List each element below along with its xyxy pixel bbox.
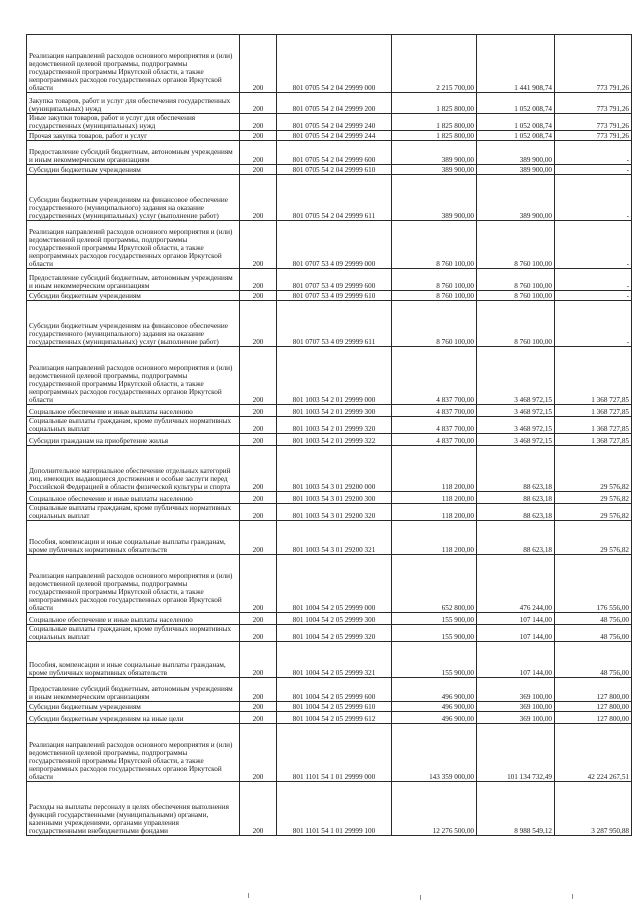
item-name-cell: Социальные выплаты гражданам, кроме публичных нормативных социальных выплат	[27, 417, 240, 434]
executed-amount-cell: 389 900,00	[477, 165, 555, 175]
budget-class-code-cell: 801 0705 54 2 04 29999 600	[277, 141, 392, 165]
remaining-amount-cell: 48 756,00	[555, 642, 632, 678]
line-code-cell: 200	[240, 678, 277, 702]
table-body	[27, 35, 632, 836]
item-name-cell: Прочая закупка товаров, работ и услуг	[27, 131, 240, 141]
table-row	[27, 521, 632, 555]
table-row	[27, 405, 632, 417]
line-code-cell: 200	[240, 642, 277, 678]
approved-amount-cell: 4 837 700,00	[392, 434, 477, 446]
executed-amount-cell: 8 760 100,00	[477, 269, 555, 291]
approved-amount-cell: 496 900,00	[392, 678, 477, 702]
executed-amount-cell: 88 623,18	[477, 446, 555, 492]
remaining-amount-cell: -	[555, 291, 632, 301]
remaining-amount-cell: 1 368 727,85	[555, 417, 632, 434]
budget-class-code-cell: 801 1003 54 2 01 29999 320	[277, 417, 392, 434]
line-code-cell: 200	[240, 625, 277, 642]
table-row	[27, 165, 632, 175]
executed-amount-cell: 8 760 100,00	[477, 291, 555, 301]
remaining-amount-cell: 127 800,00	[555, 702, 632, 712]
approved-amount-cell: 496 900,00	[392, 712, 477, 724]
table-row	[27, 35, 632, 93]
remaining-amount-cell: -	[555, 175, 632, 221]
executed-amount-cell: 389 900,00	[477, 141, 555, 165]
remaining-amount-cell: -	[555, 221, 632, 269]
approved-amount-cell: 155 900,00	[392, 613, 477, 625]
approved-amount-cell: 8 760 100,00	[392, 291, 477, 301]
remaining-amount-cell: 773 791,26	[555, 114, 632, 131]
executed-amount-cell: 1 052 008,74	[477, 93, 555, 114]
table-row	[27, 114, 632, 131]
line-code-cell: 200	[240, 405, 277, 417]
approved-amount-cell: 496 900,00	[392, 702, 477, 712]
item-name-cell: Реализация направлений расходов основного мероприятия и (или) ведомственной целевой программы, подпрограммы государственной программы Иркутской области, а также непрограммных расходов государственных органов Иркутской области	[27, 555, 240, 613]
item-name-cell: Социальное обеспечение и иные выплаты населению	[27, 613, 240, 625]
approved-amount-cell: 1 825 800,00	[392, 131, 477, 141]
approved-amount-cell: 118 200,00	[392, 446, 477, 492]
remaining-amount-cell: 42 224 267,51	[555, 724, 632, 782]
budget-class-code-cell: 801 0705 54 2 04 29999 200	[277, 93, 392, 114]
budget-class-code-cell: 801 1003 54 3 01 29200 300	[277, 492, 392, 504]
item-name-cell: Закупка товаров, работ и услуг для обеспечения государственных (муниципальных) нужд	[27, 93, 240, 114]
item-name-cell: Предоставление субсидий бюджетным, автономным учреждениям и иным некоммерческим организациям	[27, 678, 240, 702]
item-name-cell: Реализация направлений расходов основного мероприятия и (или) ведомственной целевой программы, подпрограммы государственной программы Иркутской области, а также непрограммных расходов государственных органов Иркутской области	[27, 221, 240, 269]
executed-amount-cell: 3 468 972,15	[477, 434, 555, 446]
item-name-cell: Реализация направлений расходов основного мероприятия и (или) ведомственной целевой программы, подпрограммы государственной программы Иркутской области, а также непрограммных расходов государственных органов Иркутской области	[27, 724, 240, 782]
executed-amount-cell: 1 441 908,74	[477, 35, 555, 93]
approved-amount-cell: 155 900,00	[392, 642, 477, 678]
budget-class-code-cell: 801 1003 54 3 01 29200 321	[277, 521, 392, 555]
remaining-amount-cell: -	[555, 141, 632, 165]
budget-class-code-cell: 801 1004 54 2 05 29999 320	[277, 625, 392, 642]
scan-mark	[420, 895, 421, 900]
executed-amount-cell: 101 134 732,49	[477, 724, 555, 782]
item-name-cell: Предоставление субсидий бюджетным, автономным учреждениям и иным некоммерческим организациям	[27, 141, 240, 165]
remaining-amount-cell: 127 800,00	[555, 678, 632, 702]
table-row	[27, 642, 632, 678]
remaining-amount-cell: 29 576,82	[555, 446, 632, 492]
table-row	[27, 492, 632, 504]
line-code-cell: 200	[240, 492, 277, 504]
remaining-amount-cell: 48 756,00	[555, 613, 632, 625]
table-row	[27, 434, 632, 446]
budget-class-code-cell: 801 0707 53 4 09 29999 000	[277, 221, 392, 269]
line-code-cell: 200	[240, 613, 277, 625]
line-code-cell: 200	[240, 221, 277, 269]
approved-amount-cell: 1 825 800,00	[392, 93, 477, 114]
executed-amount-cell: 369 100,00	[477, 712, 555, 724]
approved-amount-cell: 118 200,00	[392, 521, 477, 555]
item-name-cell: Пособия, компенсации и иные социальные выплаты гражданам, кроме публичных нормативных обязательств	[27, 521, 240, 555]
line-code-cell: 200	[240, 141, 277, 165]
remaining-amount-cell: 127 800,00	[555, 712, 632, 724]
line-code-cell: 200	[240, 291, 277, 301]
budget-class-code-cell: 801 0705 54 2 04 29999 240	[277, 114, 392, 131]
table-row	[27, 702, 632, 712]
item-name-cell: Расходы на выплаты персоналу в целях обеспечения выполнения функций государственными (муниципальными) органами, казенными учреждениями, органами управления государственными внебюджетными фондами	[27, 782, 240, 836]
approved-amount-cell: 143 359 000,00	[392, 724, 477, 782]
table-row	[27, 724, 632, 782]
item-name-cell: Субсидии бюджетным учреждениям на финансовое обеспечение государственного (муниципального) задания на оказание государственных (муниципальных) услуг (выполнение работ)	[27, 175, 240, 221]
approved-amount-cell: 652 800,00	[392, 555, 477, 613]
approved-amount-cell: 8 760 100,00	[392, 301, 477, 347]
remaining-amount-cell: 773 791,26	[555, 93, 632, 114]
executed-amount-cell: 389 900,00	[477, 175, 555, 221]
table-row	[27, 712, 632, 724]
budget-class-code-cell: 801 1004 54 2 05 29999 610	[277, 702, 392, 712]
line-code-cell: 200	[240, 724, 277, 782]
budget-class-code-cell: 801 1004 54 2 05 29999 600	[277, 678, 392, 702]
executed-amount-cell: 88 623,18	[477, 521, 555, 555]
line-code-cell: 200	[240, 269, 277, 291]
budget-class-code-cell: 801 1004 54 2 05 29999 612	[277, 712, 392, 724]
budget-class-code-cell: 801 0705 54 2 04 29999 244	[277, 131, 392, 141]
remaining-amount-cell: 48 756,00	[555, 625, 632, 642]
executed-amount-cell: 3 468 972,15	[477, 417, 555, 434]
line-code-cell: 200	[240, 131, 277, 141]
line-code-cell: 200	[240, 555, 277, 613]
item-name-cell: Предоставление субсидий бюджетным, автономным учреждениям и иным некоммерческим организациям	[27, 269, 240, 291]
item-name-cell: Социальное обеспечение и иные выплаты населению	[27, 492, 240, 504]
budget-class-code-cell: 801 1003 54 2 01 29999 322	[277, 434, 392, 446]
executed-amount-cell: 476 244,00	[477, 555, 555, 613]
item-name-cell: Субсидии бюджетным учреждениям	[27, 165, 240, 175]
budget-class-code-cell: 801 1004 54 2 05 29999 000	[277, 555, 392, 613]
scan-mark	[572, 894, 573, 899]
approved-amount-cell: 4 837 700,00	[392, 417, 477, 434]
budget-class-code-cell: 801 1003 54 3 01 29200 320	[277, 504, 392, 521]
remaining-amount-cell: 3 287 950,88	[555, 782, 632, 836]
item-name-cell: Субсидии бюджетным учреждениям на финансовое обеспечение государственного (муниципального) задания на оказание государственных (муниципальных) услуг (выполнение работ)	[27, 301, 240, 347]
item-name-cell: Реализация направлений расходов основного мероприятия и (или) ведомственной целевой программы, подпрограммы государственной программы Иркутской области, а также непрограммных расходов государственных органов Иркутской области	[27, 35, 240, 93]
budget-class-code-cell: 801 1101 54 1 01 29999 100	[277, 782, 392, 836]
budget-class-code-cell: 801 0707 53 4 09 29999 611	[277, 301, 392, 347]
item-name-cell: Социальное обеспечение и иные выплаты населению	[27, 405, 240, 417]
executed-amount-cell: 88 623,18	[477, 492, 555, 504]
approved-amount-cell: 4 837 700,00	[392, 347, 477, 405]
table-row	[27, 175, 632, 221]
budget-class-code-cell: 801 1003 54 3 01 29200 000	[277, 446, 392, 492]
table-row	[27, 301, 632, 347]
approved-amount-cell: 12 276 500,00	[392, 782, 477, 836]
approved-amount-cell: 389 900,00	[392, 175, 477, 221]
line-code-cell: 200	[240, 347, 277, 405]
table-row	[27, 221, 632, 269]
executed-amount-cell: 107 144,00	[477, 642, 555, 678]
item-name-cell: Пособия, компенсации и иные социальные выплаты гражданам, кроме публичных нормативных обязательств	[27, 642, 240, 678]
line-code-cell: 200	[240, 712, 277, 724]
item-name-cell: Субсидии бюджетным учреждениям	[27, 702, 240, 712]
approved-amount-cell: 389 900,00	[392, 165, 477, 175]
executed-amount-cell: 3 468 972,15	[477, 405, 555, 417]
remaining-amount-cell: -	[555, 301, 632, 347]
executed-amount-cell: 8 760 100,00	[477, 221, 555, 269]
item-name-cell: Реализация направлений расходов основного мероприятия и (или) ведомственной целевой программы, подпрограммы государственной программы Иркутской области, а также непрограммных расходов государственных органов Иркутской области	[27, 347, 240, 405]
table-row	[27, 678, 632, 702]
line-code-cell: 200	[240, 114, 277, 131]
executed-amount-cell: 3 468 972,15	[477, 347, 555, 405]
budget-class-code-cell: 801 1101 54 1 01 29999 000	[277, 724, 392, 782]
budget-class-code-cell: 801 1003 54 2 01 29999 300	[277, 405, 392, 417]
item-name-cell: Социальные выплаты гражданам, кроме публичных нормативных социальных выплат	[27, 625, 240, 642]
approved-amount-cell: 118 200,00	[392, 492, 477, 504]
remaining-amount-cell: 29 576,82	[555, 492, 632, 504]
approved-amount-cell: 389 900,00	[392, 141, 477, 165]
approved-amount-cell: 4 837 700,00	[392, 405, 477, 417]
table-row	[27, 613, 632, 625]
budget-execution-table	[26, 34, 632, 836]
budget-class-code-cell: 801 0707 53 4 09 29999 610	[277, 291, 392, 301]
table-row	[27, 625, 632, 642]
budget-class-code-cell: 801 1003 54 2 01 29999 000	[277, 347, 392, 405]
executed-amount-cell: 8 760 100,00	[477, 301, 555, 347]
budget-class-code-cell: 801 1004 54 2 05 29999 300	[277, 613, 392, 625]
table-row	[27, 141, 632, 165]
line-code-cell: 200	[240, 301, 277, 347]
line-code-cell: 200	[240, 35, 277, 93]
table-row	[27, 417, 632, 434]
remaining-amount-cell: 1 368 727,85	[555, 405, 632, 417]
budget-class-code-cell: 801 0705 54 2 04 29999 610	[277, 165, 392, 175]
table-row	[27, 782, 632, 836]
line-code-cell: 200	[240, 521, 277, 555]
approved-amount-cell: 8 760 100,00	[392, 221, 477, 269]
budget-class-code-cell: 801 0707 53 4 09 29999 600	[277, 269, 392, 291]
remaining-amount-cell: 29 576,82	[555, 521, 632, 555]
budget-class-code-cell: 801 1004 54 2 05 29999 321	[277, 642, 392, 678]
executed-amount-cell: 369 100,00	[477, 678, 555, 702]
table-row	[27, 347, 632, 405]
table-row	[27, 555, 632, 613]
budget-class-code-cell: 801 0705 54 2 04 29999 611	[277, 175, 392, 221]
executed-amount-cell: 107 144,00	[477, 613, 555, 625]
item-name-cell: Дополнительное материальное обеспечение отдельных категорий лиц, имеющих выдающиеся достижения и особые заслуги перед Российской Федерацией в области физической культуры и спорта	[27, 446, 240, 492]
table-row	[27, 291, 632, 301]
line-code-cell: 200	[240, 782, 277, 836]
line-code-cell: 200	[240, 446, 277, 492]
item-name-cell: Социальные выплаты гражданам, кроме публичных нормативных социальных выплат	[27, 504, 240, 521]
executed-amount-cell: 88 623,18	[477, 504, 555, 521]
table-row	[27, 446, 632, 492]
line-code-cell: 200	[240, 702, 277, 712]
executed-amount-cell: 369 100,00	[477, 702, 555, 712]
remaining-amount-cell: -	[555, 165, 632, 175]
executed-amount-cell: 1 052 008,74	[477, 114, 555, 131]
scan-mark	[248, 893, 249, 898]
item-name-cell: Субсидии бюджетным учреждениям на иные цели	[27, 712, 240, 724]
remaining-amount-cell: -	[555, 269, 632, 291]
remaining-amount-cell: 176 556,00	[555, 555, 632, 613]
line-code-cell: 200	[240, 417, 277, 434]
table-row	[27, 504, 632, 521]
table-row	[27, 131, 632, 141]
line-code-cell: 200	[240, 434, 277, 446]
item-name-cell: Субсидии гражданам на приобретение жилья	[27, 434, 240, 446]
approved-amount-cell: 2 215 700,00	[392, 35, 477, 93]
remaining-amount-cell: 1 368 727,85	[555, 347, 632, 405]
executed-amount-cell: 8 988 549,12	[477, 782, 555, 836]
remaining-amount-cell: 1 368 727,85	[555, 434, 632, 446]
line-code-cell: 200	[240, 504, 277, 521]
approved-amount-cell: 8 760 100,00	[392, 269, 477, 291]
executed-amount-cell: 107 144,00	[477, 625, 555, 642]
line-code-cell: 200	[240, 175, 277, 221]
table-row	[27, 269, 632, 291]
item-name-cell: Субсидии бюджетным учреждениям	[27, 291, 240, 301]
executed-amount-cell: 1 052 008,74	[477, 131, 555, 141]
approved-amount-cell: 155 900,00	[392, 625, 477, 642]
line-code-cell: 200	[240, 93, 277, 114]
approved-amount-cell: 118 200,00	[392, 504, 477, 521]
remaining-amount-cell: 773 791,26	[555, 35, 632, 93]
line-code-cell: 200	[240, 165, 277, 175]
budget-class-code-cell: 801 0705 54 2 04 29999 000	[277, 35, 392, 93]
table-row	[27, 93, 632, 114]
approved-amount-cell: 1 825 800,00	[392, 114, 477, 131]
remaining-amount-cell: 773 791,26	[555, 131, 632, 141]
item-name-cell: Иные закупки товаров, работ и услуг для обеспечения государственных (муниципальных) нужд	[27, 114, 240, 131]
remaining-amount-cell: 29 576,82	[555, 504, 632, 521]
